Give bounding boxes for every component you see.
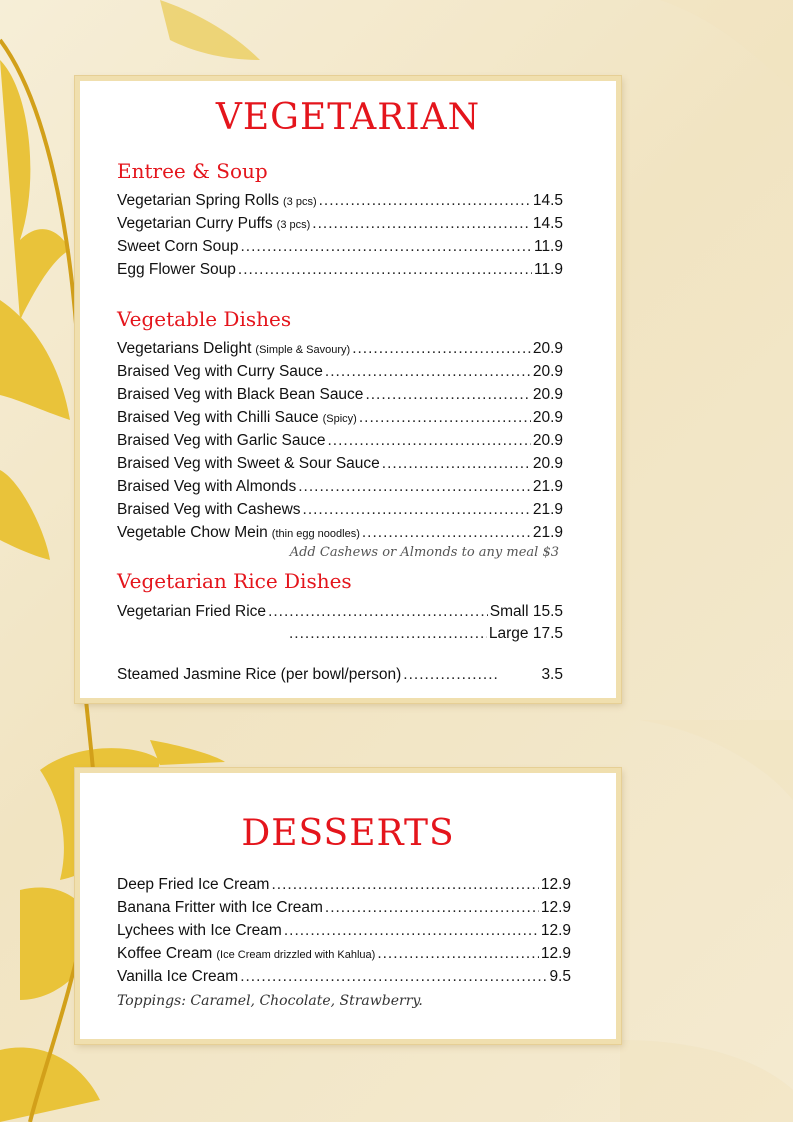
menu-item: Vegetarian Spring Rolls (3 pcs) ..... 14.5: [117, 192, 563, 214]
menu-item: Vanilla Ice Cream ..... 9.5: [117, 968, 571, 990]
menu-item: Egg Flower Soup ..... 11.9: [117, 261, 563, 283]
vegetarian-card: [75, 76, 621, 703]
menu-item: Braised Veg with Chilli Sauce (Spicy) ..... 20.9: [117, 409, 563, 431]
menu-item: Deep Fried Ice Cream ..... 12.9: [117, 876, 571, 898]
menu-item: Braised Veg with Curry Sauce ..... 20.9: [117, 363, 563, 385]
menu-item: Vegetarian Curry Puffs (3 pcs) ..... 14.5: [117, 215, 563, 237]
menu-item: Steamed Jasmine Rice (per bowl/person) ..... 3.5: [117, 666, 563, 688]
menu-item: Koffee Cream (Ice Cream drizzled with Kahlua) ..... 12.9: [117, 945, 571, 967]
menu-item: Vegetarians Delight (Simple & Savoury) ..... 20.9: [117, 340, 563, 362]
menu-item: Braised Veg with Black Bean Sauce ..... 20.9: [117, 386, 563, 408]
menu-item: Vegetable Chow Mein (thin egg noodles) ..... 21.9: [117, 524, 563, 546]
vegetarian-title: VEGETARIAN: [215, 97, 481, 138]
menu-item: Vegetarian Fried Rice ..... Small 15.5: [117, 603, 563, 625]
toppings-note: Toppings: Caramel, Chocolate, Strawberry.: [117, 993, 423, 1009]
menu-item: Braised Veg with Almonds ..... 21.9: [117, 478, 563, 500]
vegetable-dishes-heading: Vegetable Dishes: [117, 307, 292, 331]
menu-item: Banana Fritter with Ice Cream ..... 12.9: [117, 899, 571, 921]
menu-item: Braised Veg with Garlic Sauce ..... 20.9: [117, 432, 563, 454]
menu-item: ..... Large 17.5: [287, 625, 563, 647]
menu-item: Lychees with Ice Cream ..... 12.9: [117, 922, 571, 944]
desserts-card: [75, 768, 621, 1044]
desserts-title: DESSERTS: [241, 813, 455, 854]
rice-dishes-heading: Vegetarian Rice Dishes: [117, 569, 352, 593]
menu-item: Sweet Corn Soup ..... 11.9: [117, 238, 563, 260]
menu-item: Braised Veg with Sweet & Sour Sauce ..... 20.9: [117, 455, 563, 477]
entree-soup-heading: Entree & Soup: [117, 159, 268, 183]
addon-note: Add Cashews or Almonds to any meal $3: [289, 545, 559, 560]
menu-item: Braised Veg with Cashews ..... 21.9: [117, 501, 563, 523]
